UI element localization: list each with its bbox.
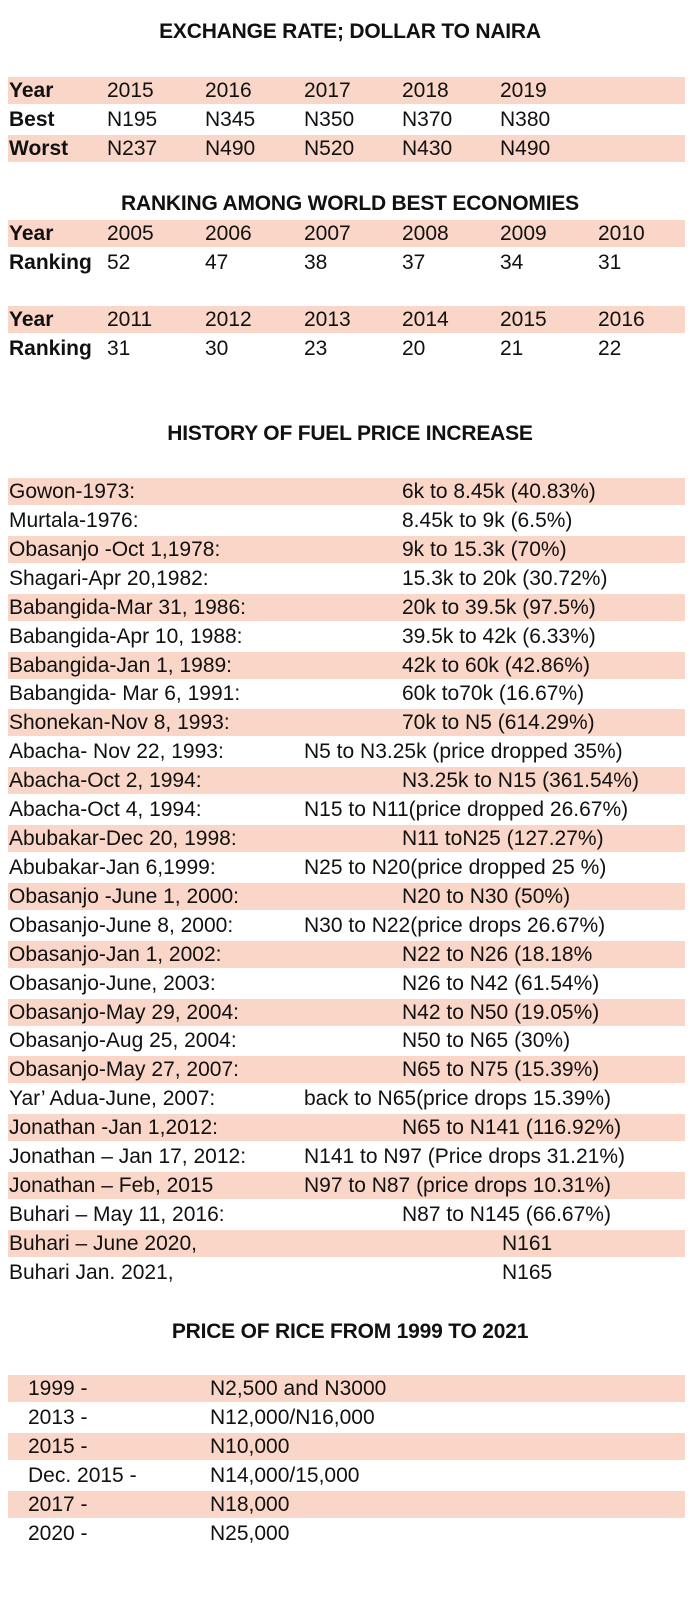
fuel-row-change: N20 to N30 (50%) — [402, 885, 571, 908]
fuel-row — [8, 478, 685, 505]
table-cell: 30 — [205, 337, 229, 360]
fuel-row — [8, 738, 685, 765]
fuel-row-name: Obasanjo-Jan 1, 2002: — [9, 943, 222, 966]
table-cell: 52 — [107, 251, 131, 274]
table-cell: 2015 — [107, 79, 154, 102]
fuel-row-name: Babangida-Mar 31, 1986: — [9, 596, 246, 619]
fuel-row — [8, 565, 685, 592]
fuel-row — [8, 680, 685, 707]
row-label: Year — [9, 308, 54, 331]
row-label: Ranking — [9, 251, 92, 274]
rice-row-price: N18,000 — [210, 1493, 290, 1516]
fuel-row-change: 20k to 39.5k (97.5%) — [402, 596, 596, 619]
fuel-row — [8, 623, 685, 650]
ranking-title: RANKING AMONG WORLD BEST ECONOMIES — [121, 192, 579, 215]
table-cell: N430 — [402, 137, 453, 160]
rice-row — [8, 1433, 685, 1460]
fuel-row — [8, 767, 685, 794]
fuel-row-name: Obasanjo-June, 2003: — [9, 972, 216, 995]
rice-row-year: 2015 - — [28, 1435, 88, 1458]
fuel-row — [8, 1172, 685, 1199]
row-label: Year — [9, 222, 54, 245]
fuel-row — [8, 594, 685, 621]
table-cell: 2006 — [205, 222, 252, 245]
table-cell: N345 — [205, 108, 256, 131]
fuel-row-name: Buhari Jan. 2021, — [9, 1261, 174, 1284]
fuel-row-name: Abubakar-Dec 20, 1998: — [9, 827, 237, 850]
fuel-row-change: N161 — [502, 1232, 553, 1255]
fuel-row-change: N15 to N11(price dropped 26.67%) — [304, 798, 629, 821]
rice-row-price: N14,000/15,000 — [210, 1464, 360, 1487]
rice-price-title: PRICE OF RICE FROM 1999 TO 2021 — [171, 1320, 529, 1343]
rice-row — [8, 1404, 685, 1431]
rice-row — [8, 1375, 685, 1402]
fuel-row-name: Yar’ Adua-June, 2007: — [9, 1087, 216, 1110]
rice-row-price: N2,500 and N3000 — [210, 1377, 387, 1400]
table-cell: 2013 — [304, 308, 351, 331]
table-cell: 2014 — [402, 308, 449, 331]
ranking-row — [8, 335, 685, 362]
fuel-row-name: Babangida- Mar 6, 1991: — [9, 682, 241, 705]
fuel-row — [8, 1143, 685, 1170]
table-cell: N195 — [107, 108, 158, 131]
fuel-row — [8, 941, 685, 968]
fuel-row-name: Babangida-Apr 10, 1988: — [9, 625, 243, 648]
fuel-row-change: N87 to N145 (66.67%) — [402, 1203, 611, 1226]
exchange-row — [8, 77, 685, 104]
fuel-row-change: N11 toN25 (127.27%) — [402, 827, 604, 850]
fuel-row-name: Babangida-Jan 1, 1989: — [9, 654, 233, 677]
fuel-row — [8, 709, 685, 736]
exchange-row — [8, 106, 685, 133]
rice-row — [8, 1520, 685, 1547]
fuel-row-change: N42 to N50 (19.05%) — [402, 1001, 600, 1024]
ranking-row — [8, 306, 685, 333]
fuel-row-name: Obasanjo -June 1, 2000: — [9, 885, 239, 908]
fuel-row-change: N65 to N141 (116.92%) — [402, 1116, 622, 1139]
row-label: Ranking — [9, 337, 92, 360]
rice-row-year: 2013 - — [28, 1406, 88, 1429]
fuel-row — [8, 1085, 685, 1112]
fuel-row-name: Abubakar-Jan 6,1999: — [9, 856, 216, 879]
fuel-row-change: N30 to N22(price drops 26.67%) — [304, 914, 606, 937]
rice-row-year: Dec. 2015 - — [28, 1464, 137, 1487]
fuel-row-name: Shonekan-Nov 8, 1993: — [9, 711, 230, 734]
table-cell: 2009 — [500, 222, 547, 245]
exchange-rate-title: EXCHANGE RATE; DOLLAR TO NAIRA — [159, 20, 541, 43]
fuel-row-change: 6k to 8.45k (40.83%) — [402, 480, 596, 503]
fuel-row-change: N3.25k to N15 (361.54%) — [402, 769, 639, 792]
table-cell: N490 — [500, 137, 551, 160]
table-cell: 2012 — [205, 308, 252, 331]
table-cell: N380 — [500, 108, 551, 131]
fuel-row-name: Obasanjo-May 27, 2007: — [9, 1058, 239, 1081]
table-cell: 31 — [598, 251, 622, 274]
rice-row-year: 1999 - — [28, 1377, 88, 1400]
rice-row — [8, 1491, 685, 1518]
fuel-row — [8, 1056, 685, 1083]
fuel-row — [8, 1230, 685, 1257]
rice-row-year: 2020 - — [28, 1522, 88, 1545]
table-cell: 2018 — [402, 79, 449, 102]
fuel-row-change: 8.45k to 9k (6.5%) — [402, 509, 573, 532]
row-label: Best — [9, 108, 55, 131]
table-cell: 2016 — [598, 308, 645, 331]
fuel-row-change: N97 to N87 (price drops 10.31%) — [304, 1174, 611, 1197]
table-cell: 23 — [304, 337, 328, 360]
rice-row-year: 2017 - — [28, 1493, 88, 1516]
fuel-row-name: Obasanjo-May 29, 2004: — [9, 1001, 239, 1024]
table-cell: 31 — [107, 337, 131, 360]
fuel-row-name: Abacha- Nov 22, 1993: — [9, 740, 224, 763]
ranking-row — [8, 249, 685, 276]
fuel-row — [8, 652, 685, 679]
fuel-row-name: Obasanjo -Oct 1,1978: — [9, 538, 221, 561]
table-cell: 2016 — [205, 79, 252, 102]
table-cell: N237 — [107, 137, 158, 160]
fuel-price-title: HISTORY OF FUEL PRICE INCREASE — [167, 422, 533, 445]
table-cell: 34 — [500, 251, 524, 274]
row-label: Worst — [9, 137, 69, 160]
fuel-row-name: Murtala-1976: — [9, 509, 139, 532]
table-cell: 2007 — [304, 222, 351, 245]
fuel-row-change: N25 to N20(price dropped 25 %) — [304, 856, 607, 879]
fuel-row-name: Jonathan -Jan 1,2012: — [9, 1116, 218, 1139]
table-cell: 20 — [402, 337, 426, 360]
fuel-row — [8, 883, 685, 910]
fuel-row-change: N5 to N3.25k (price dropped 35%) — [304, 740, 623, 763]
fuel-row — [8, 536, 685, 563]
fuel-row — [8, 1114, 685, 1141]
exchange-row — [8, 135, 685, 162]
fuel-row-name: Shagari-Apr 20,1982: — [9, 567, 209, 590]
fuel-row-name: Buhari – June 2020, — [9, 1232, 197, 1255]
fuel-row-change: N65 to N75 (15.39%) — [402, 1058, 600, 1081]
table-cell: 22 — [598, 337, 622, 360]
fuel-row — [8, 999, 685, 1026]
rice-row-price: N25,000 — [210, 1522, 290, 1545]
fuel-row — [8, 970, 685, 997]
fuel-row-name: Obasanjo-Aug 25, 2004: — [9, 1029, 237, 1052]
table-cell: 2015 — [500, 308, 547, 331]
fuel-row-name: Obasanjo-June 8, 2000: — [9, 914, 234, 937]
table-cell: 2019 — [500, 79, 547, 102]
table-cell: N350 — [304, 108, 355, 131]
fuel-row-change: N165 — [502, 1261, 553, 1284]
table-cell: 2011 — [107, 308, 153, 331]
rice-row-price: N10,000 — [210, 1435, 290, 1458]
fuel-row-change: 70k to N5 (614.29%) — [402, 711, 595, 734]
table-cell: 2008 — [402, 222, 449, 245]
fuel-row — [8, 507, 685, 534]
fuel-row-name: Abacha-Oct 2, 1994: — [9, 769, 202, 792]
fuel-row-change: 9k to 15.3k (70%) — [402, 538, 567, 561]
table-cell: 2005 — [107, 222, 154, 245]
fuel-row — [8, 1201, 685, 1228]
fuel-row — [8, 854, 685, 881]
table-cell: 38 — [304, 251, 328, 274]
fuel-row-name: Abacha-Oct 4, 1994: — [9, 798, 202, 821]
ranking-row — [8, 220, 685, 247]
fuel-row-change: N50 to N65 (30%) — [402, 1029, 571, 1052]
table-cell: 37 — [402, 251, 426, 274]
fuel-row-name: Jonathan – Jan 17, 2012: — [9, 1145, 247, 1168]
fuel-row-change: 15.3k to 20k (30.72%) — [402, 567, 608, 590]
fuel-row-name: Buhari – May 11, 2016: — [9, 1203, 225, 1226]
fuel-row — [8, 825, 685, 852]
rice-row-price: N12,000/N16,000 — [210, 1406, 375, 1429]
fuel-row — [8, 1259, 685, 1286]
fuel-row — [8, 1027, 685, 1054]
fuel-row-name: Jonathan – Feb, 2015 — [9, 1174, 214, 1197]
table-cell: 21 — [500, 337, 524, 360]
fuel-row-change: 42k to 60k (42.86%) — [402, 654, 590, 677]
table-cell: 47 — [205, 251, 229, 274]
fuel-row — [8, 912, 685, 939]
fuel-row-change: back to N65(price drops 15.39%) — [304, 1087, 611, 1110]
table-cell: N520 — [304, 137, 355, 160]
fuel-row — [8, 796, 685, 823]
rice-row — [8, 1462, 685, 1489]
table-cell: 2017 — [304, 79, 351, 102]
fuel-row-name: Gowon-1973: — [9, 480, 136, 503]
fuel-row-change: 39.5k to 42k (6.33%) — [402, 625, 596, 648]
table-cell: N370 — [402, 108, 453, 131]
table-cell: N490 — [205, 137, 256, 160]
table-cell: 2010 — [598, 222, 645, 245]
fuel-row-change: N22 to N26 (18.18% — [402, 943, 593, 966]
fuel-row-change: N26 to N42 (61.54%) — [402, 972, 600, 995]
row-label: Year — [9, 79, 54, 102]
fuel-row-change: 60k to70k (16.67%) — [402, 682, 585, 705]
fuel-row-change: N141 to N97 (Price drops 31.21%) — [304, 1145, 625, 1168]
